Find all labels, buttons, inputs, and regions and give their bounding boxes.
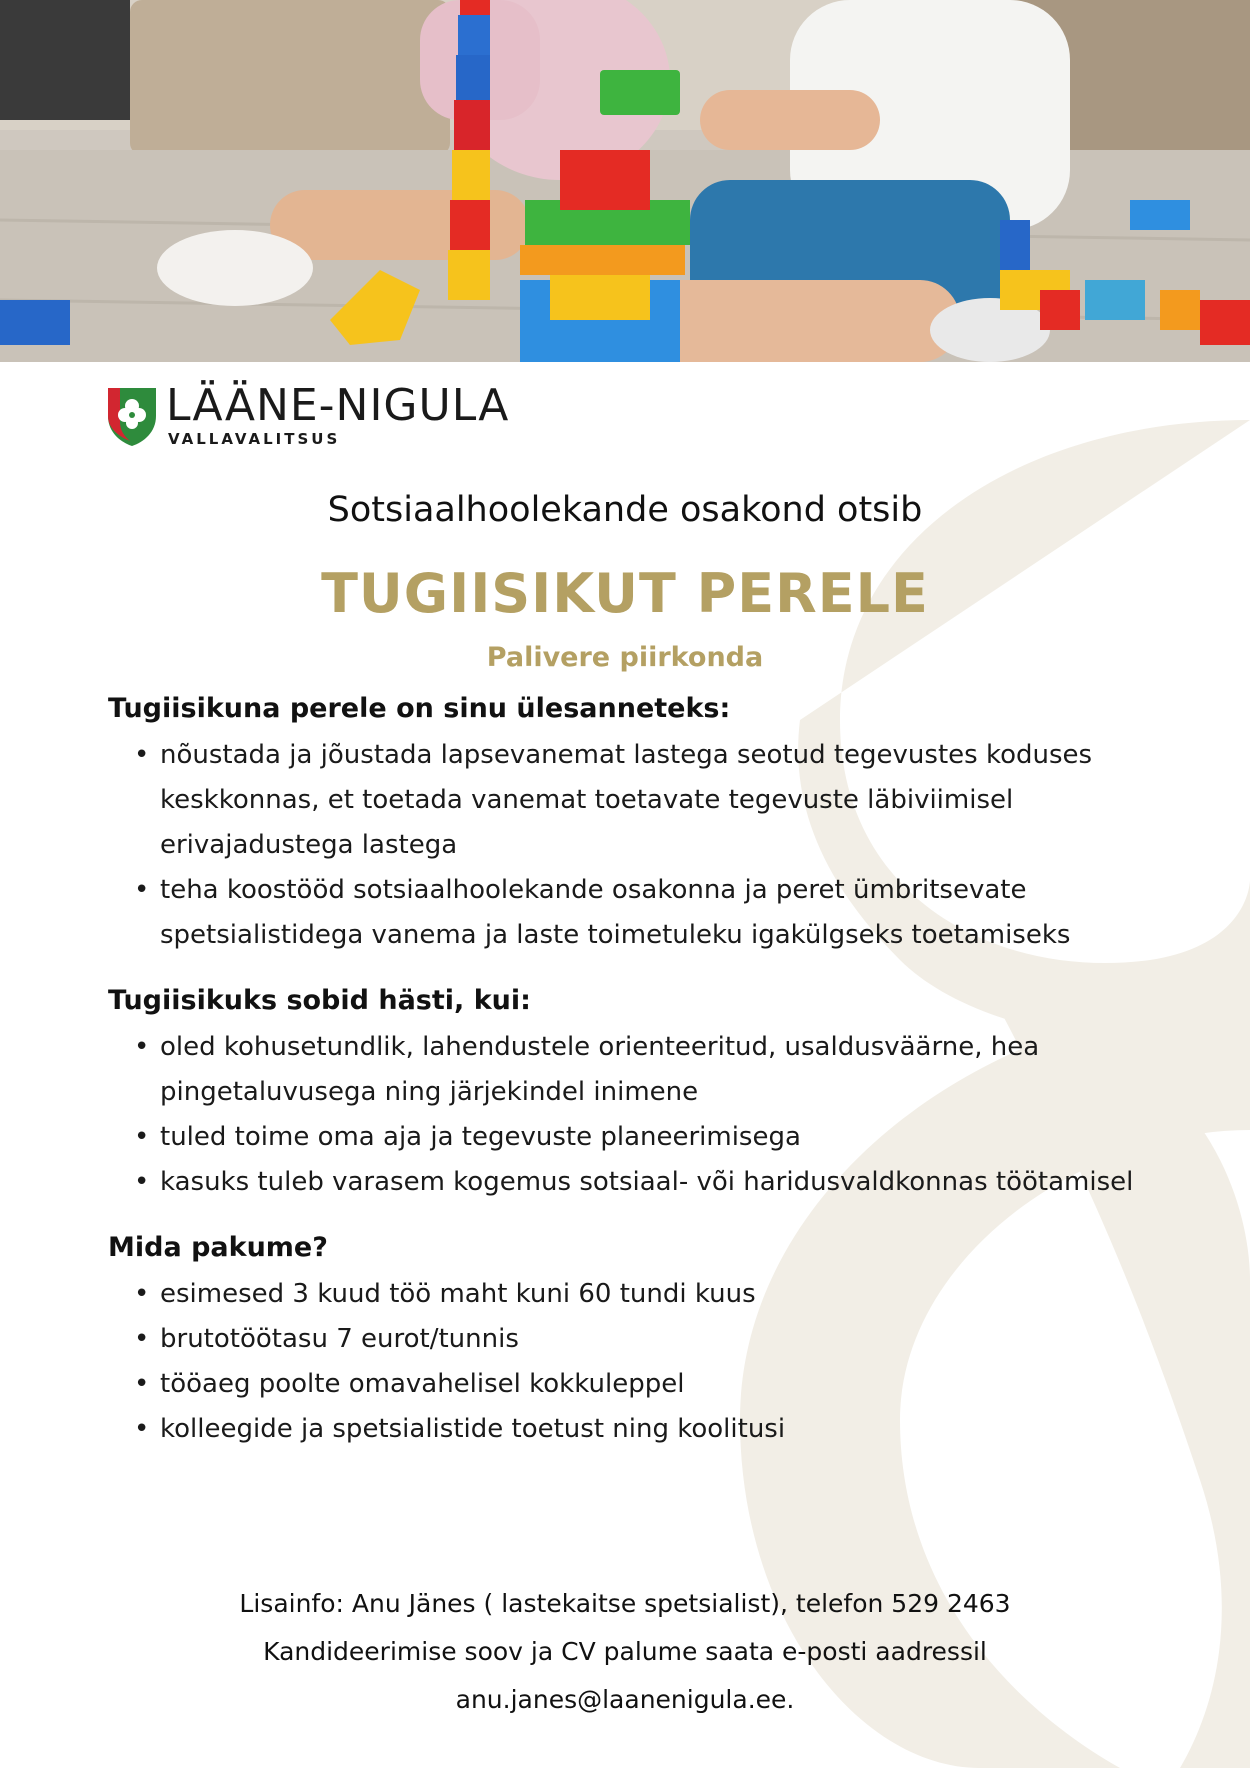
list-item: • tuled toime oma aja ja tegevuste planeerimisega xyxy=(160,1115,1168,1160)
offer-list xyxy=(108,1272,1168,1452)
contact-email[interactable]: anu.janes@laanenigula.ee. xyxy=(455,1685,795,1714)
list-item: • brutotöötasu 7 eurot/tunnis xyxy=(160,1317,1168,1362)
contact-line: Lisainfo: Anu Jänes ( lastekaitse spetsialist), telefon 529 2463 xyxy=(239,1589,1011,1618)
section-title-duties: Tugiisikuna perele on sinu ülesanneteks: xyxy=(108,693,731,724)
list-item: • oled kohusetundlik, lahendustele orienteeritud, usaldusväärne, hea pingetaluvusega ning järjekindel inimene xyxy=(160,1025,1168,1115)
crest-icon xyxy=(106,386,158,448)
hero-photo xyxy=(0,0,1250,362)
list-item: • esimesed 3 kuud töö maht kuni 60 tundi kuus xyxy=(160,1272,1168,1317)
intro-text: Sotsiaalhoolekande osakond otsib xyxy=(327,490,923,530)
list-item: • kolleegide ja spetsialistide toetust ning koolitusi xyxy=(160,1407,1168,1452)
logo xyxy=(106,380,586,456)
headline: TUGIISIKUT PERELE xyxy=(321,562,929,625)
contact-info xyxy=(0,1580,1250,1724)
list-item: • tööaeg poolte omavahelisel kokkuleppel xyxy=(160,1362,1168,1407)
list-item: • nõustada ja jõustada lapsevanemat lastega seotud tegevustes koduses keskkonnas, et toetada vanemat toetavate tegevuste läbiviimisel erivajadustega lastega xyxy=(160,733,1168,868)
list-item: • teha koostööd sotsiaalhoolekande osakonna ja peret ümbritsevate spetsialistidega vanema ja laste toimetuleku igakülgseks toetamiseks xyxy=(160,868,1168,958)
logo-name: LÄÄNE-NIGULA xyxy=(166,380,510,431)
requirements-list xyxy=(108,1025,1168,1205)
logo-subtitle: VALLAVALITSUS xyxy=(168,430,341,448)
section-title-requirements: Tugiisikuks sobid hästi, kui: xyxy=(108,985,531,1016)
duties-list xyxy=(108,733,1168,958)
section-title-offer: Mida pakume? xyxy=(108,1232,328,1263)
contact-line: Kandideerimise soov ja CV palume saata e-posti aadressil xyxy=(263,1637,987,1666)
area-subtitle: Palivere piirkonda xyxy=(486,642,764,673)
job-content xyxy=(108,690,1168,1452)
list-item: • kasuks tuleb varasem kogemus sotsiaal- või haridusvaldkonnas töötamisel xyxy=(160,1160,1168,1205)
